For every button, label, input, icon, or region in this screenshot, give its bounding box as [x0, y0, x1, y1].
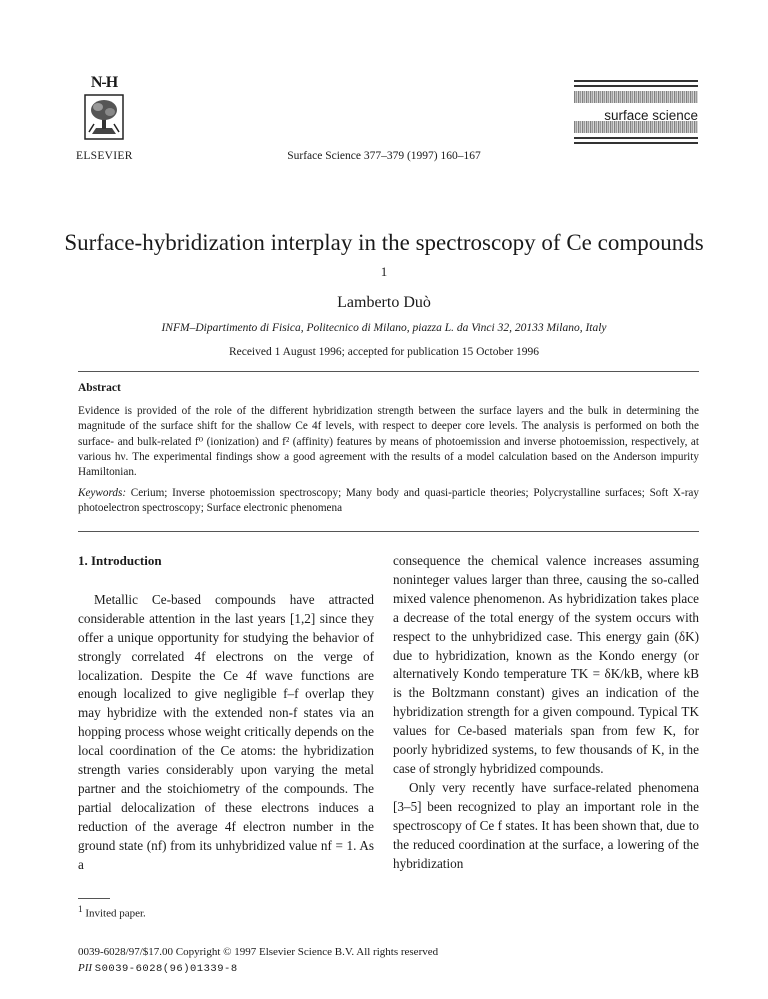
abstract-top-rule [78, 371, 699, 372]
logo-text: N-H [90, 74, 118, 91]
abstract-heading: Abstract [78, 382, 121, 394]
abstract-bottom-rule [78, 531, 699, 532]
pii-code: S0039-6028(96)01339-8 [94, 963, 238, 975]
section-heading: 1. Introduction [78, 553, 162, 568]
banner-rule [574, 80, 698, 82]
footnote-text: Invited paper. [85, 907, 146, 920]
intro-paragraph-2: Only very recently have surface-related phenomena [3–5] been recognized to play an important role in the spectroscopy of Ce f states. It has been shown that, due to the reduced coordination at the surface, a lowering of the hybridization [393, 779, 699, 871]
abstract-text: Evidence is provided of the role of the different hybridization strength between the surface layers and the bulk in determining the magnitude of the surface shift for the shallow Ce 4f levels, with respect to deeper core levels. The analysis is performed on both the surface- and bulk-related f⁰ (ionization) and f² (affinity) features by means of photoemission and inverse photoemission, respectively, at various hν. The experimental findings show a good agreement with the results of a model calculation based on the Anderson impurity Hamiltonian. [78, 405, 699, 479]
footnote-rule [78, 898, 110, 899]
banner-band [574, 91, 698, 103]
pii-line [78, 960, 438, 977]
title-text: Surface-hybridization interplay in the spectroscopy of Ce compounds [64, 230, 704, 255]
banner-rule [574, 142, 698, 144]
author-affiliation: INFM–Dipartimento di Fisica, Politecnico di Milano, piazza L. da Vinci 32, 20133 Milano, Italy [161, 322, 607, 334]
intro-paragraph: Metallic Ce-based compounds have attracted considerable attention in the last years [1,2] since they offer a unique opportunity for studying the behavior of strongly correlated 4f electrons on the verge of localization. Despite the Ce 4f wave functions are enough localized to give negligible f–f overlap they may hybridize with the extended non-f states via an hopping process whose weight critically depends on the local coordination of the Ce atoms: the hybridization strength varies considerably upon varying the metal partner and the stoichiometry of the compounds. The partial delocalization of these electrons induces a reduction of the average 4f electron number in the ground state (nf) from its unhybridized value nf = 1. As a [78, 591, 374, 872]
publisher-logo [78, 74, 130, 146]
publisher-name: ELSEVIER [76, 150, 133, 162]
left-column [78, 552, 374, 875]
keywords [78, 486, 699, 517]
intro-paragraph-continued: consequence the chemical valence increases assuming noninteger values larger than three, causing the so-called mixed valence phenomenon. As hybridization takes place a decrease of the total energy of the system occurs with respect to the unhybridized case. This energy gain (δK) due to hybridization, known as the Kondo energy (or alternatively Kondo temperature TK = δK/kB, where kB is the Boltzmann constant) gives an indication of the hybridization strength for a given compound. Typical TK values for Ce-based materials span from few K, for poorly hybridized systems, to few thousands of K, in the case of strongly hybridized compounds. [393, 553, 699, 776]
banner-rule [574, 85, 698, 87]
keywords-label: Keywords: [78, 487, 127, 499]
keywords-list: Cerium; Inverse photoemission spectroscopy; Many body and quasi-particle theories; Polycrystalline surfaces; Soft X-ray photoelectron spectroscopy; Surface electronic phenomena [78, 487, 699, 515]
footnote-mark: 1 [78, 904, 83, 914]
right-column [393, 552, 699, 873]
author-name: Lamberto Duò [337, 294, 431, 311]
footnote [78, 904, 146, 920]
received-dates: Received 1 August 1996; accepted for publication 15 October 1996 [228, 346, 540, 358]
journal-name: surface science [604, 108, 698, 123]
copyright-line: 0039-6028/97/$17.00 Copyright © 1997 Elsevier Science B.V. All rights reserved [78, 946, 439, 958]
pii-label: PII [78, 962, 93, 974]
title-footnote-mark: 1 [380, 264, 388, 279]
copyright-block [78, 944, 438, 977]
journal-citation: Surface Science 377–379 (1997) 160–167 [287, 150, 481, 162]
elsevier-tree-icon [84, 94, 124, 140]
banner-rule [574, 137, 698, 139]
article-title [60, 228, 708, 292]
